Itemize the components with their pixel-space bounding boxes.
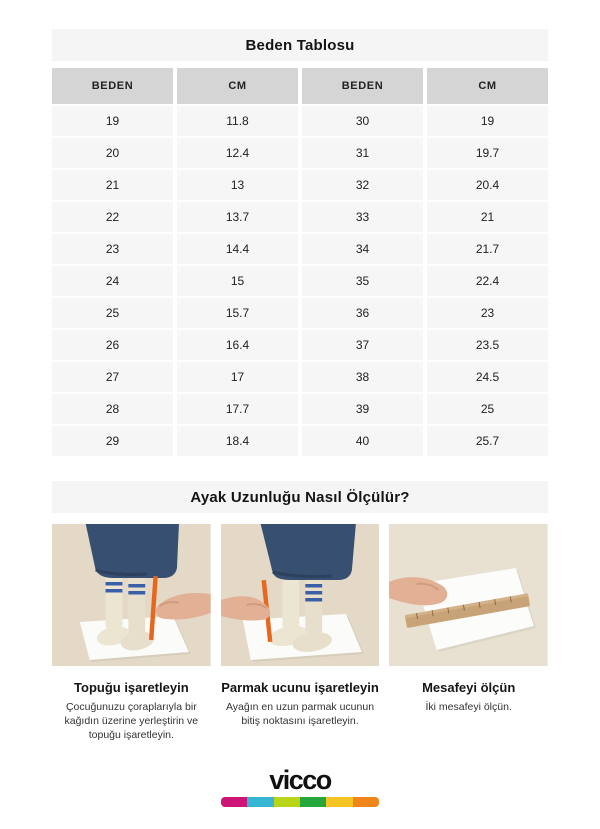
mark-heel-photo [52, 524, 211, 666]
table-cell: 23 [52, 234, 173, 264]
table-cell: 29 [52, 426, 173, 456]
measure-distance-photo [389, 524, 548, 666]
measure-steps [52, 524, 548, 743]
table-cell: 30 [302, 106, 423, 136]
step-title: Parmak ucunu işaretleyin [221, 680, 379, 695]
table-cell: 13 [177, 170, 298, 200]
table-cell: 23.5 [427, 330, 548, 360]
table-cell: 35 [302, 266, 423, 296]
table-cell: 18.4 [177, 426, 298, 456]
table-cell: 20.4 [427, 170, 548, 200]
measure-step-heel [52, 524, 211, 743]
table-cell: 24.5 [427, 362, 548, 392]
table-cell: 26 [52, 330, 173, 360]
column-header-beden-left: BEDEN [52, 68, 173, 104]
size-table [52, 68, 548, 456]
table-cell: 25 [52, 298, 173, 328]
brand-bar-segment-pink [221, 797, 247, 807]
table-cell: 25 [427, 394, 548, 424]
brand-bar-segment-green [300, 797, 326, 807]
brand-bar-segment-cyan [247, 797, 273, 807]
table-cell: 16.4 [177, 330, 298, 360]
column-header-cm-right: CM [427, 68, 548, 104]
table-cell: 32 [302, 170, 423, 200]
table-cell: 33 [302, 202, 423, 232]
mark-toe-photo [221, 524, 380, 666]
page-title: Beden Tablosu [52, 29, 548, 61]
table-cell: 11.8 [177, 106, 298, 136]
table-cell: 21 [427, 202, 548, 232]
step-description: İki mesafeyi ölçün. [425, 701, 512, 713]
table-cell: 17.7 [177, 394, 298, 424]
table-cell: 14.4 [177, 234, 298, 264]
table-cell: 19 [427, 106, 548, 136]
table-cell: 19.7 [427, 138, 548, 168]
column-header-beden-right: BEDEN [302, 68, 423, 104]
table-cell: 38 [302, 362, 423, 392]
table-cell: 13.7 [177, 202, 298, 232]
column-header-cm-left: CM [177, 68, 298, 104]
table-cell: 19 [52, 106, 173, 136]
brand-bar-segment-lime [274, 797, 300, 807]
step-description: Ayağın en uzun parmak ucunun bitiş noktasını işaretleyin. [225, 701, 375, 728]
step-title: Mesafeyi ölçün [422, 680, 516, 695]
table-cell: 12.4 [177, 138, 298, 168]
table-cell: 22 [52, 202, 173, 232]
table-cell: 20 [52, 138, 173, 168]
table-cell: 31 [302, 138, 423, 168]
size-guide-page [52, 29, 548, 807]
table-cell: 24 [52, 266, 173, 296]
table-cell: 36 [302, 298, 423, 328]
brand-bar-segment-orange [353, 797, 379, 807]
measure-step-toe [221, 524, 380, 743]
table-cell: 15.7 [177, 298, 298, 328]
table-cell: 21.7 [427, 234, 548, 264]
measure-step-distance [389, 524, 548, 743]
table-cell: 39 [302, 394, 423, 424]
step-description: Çocuğunuzu çoraplarıyla bir kağıdın üzerine yerleştirin ve topuğu işaretleyin. [64, 701, 199, 742]
brand-bar-segment-yellow [326, 797, 352, 807]
table-cell: 21 [52, 170, 173, 200]
table-cell: 27 [52, 362, 173, 392]
table-cell: 22.4 [427, 266, 548, 296]
table-cell: 37 [302, 330, 423, 360]
table-cell: 17 [177, 362, 298, 392]
table-cell: 28 [52, 394, 173, 424]
table-cell: 34 [302, 234, 423, 264]
table-cell: 15 [177, 266, 298, 296]
brand-rainbow-bar [221, 797, 379, 807]
brand-logo: vicco [269, 764, 331, 795]
table-cell: 40 [302, 426, 423, 456]
table-cell: 23 [427, 298, 548, 328]
step-title: Topuğu işaretleyin [74, 680, 189, 695]
measure-section-title: Ayak Uzunluğu Nasıl Ölçülür? [52, 481, 548, 513]
table-cell: 25.7 [427, 426, 548, 456]
brand-footer [52, 764, 548, 807]
